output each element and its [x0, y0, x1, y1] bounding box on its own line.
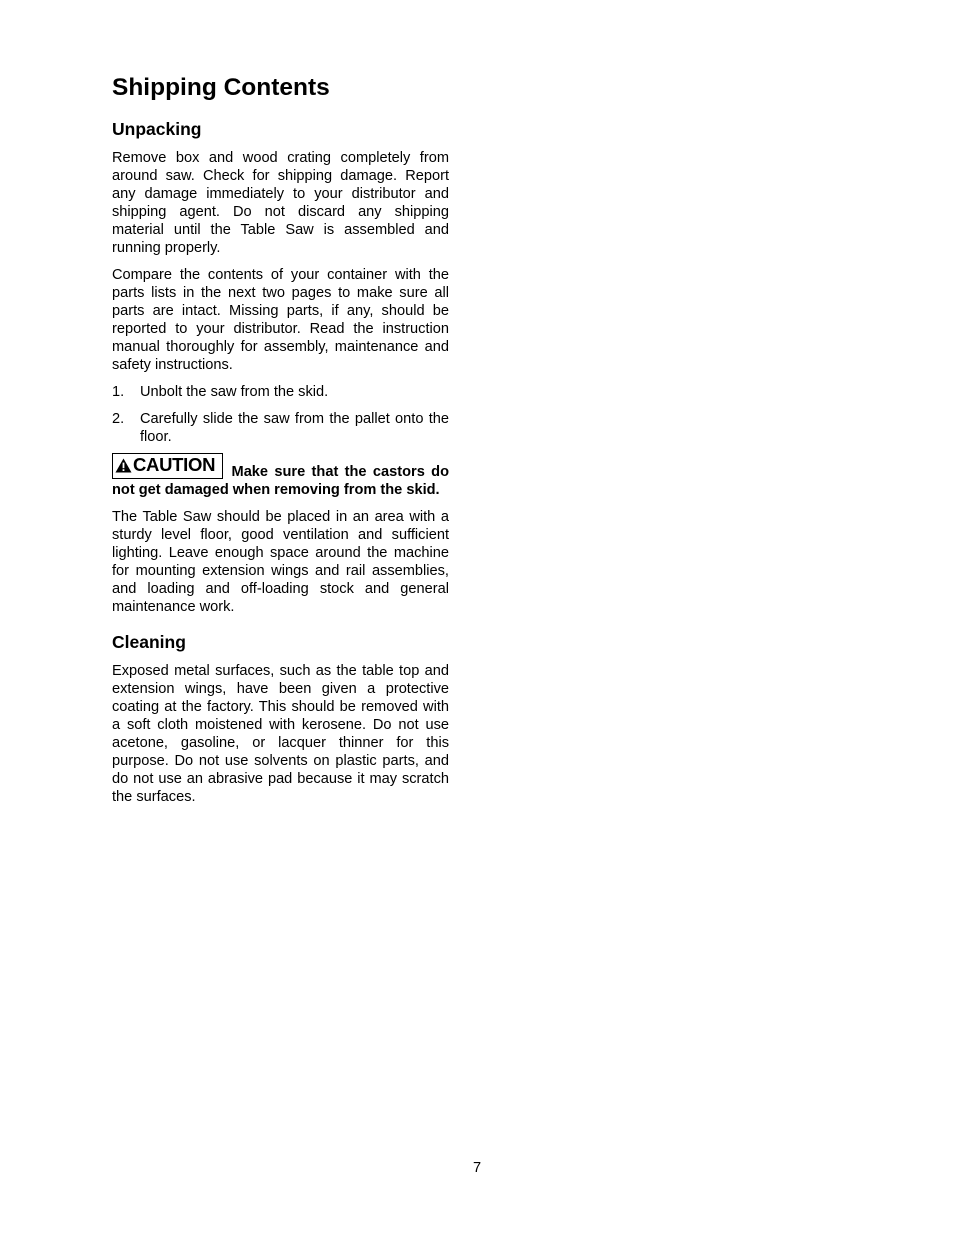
list-item	[112, 410, 449, 446]
list-item	[112, 383, 449, 401]
unpacking-paragraph-2: Compare the contents of your container with the parts lists in the next two pages to make sure all parts are intact. Missing parts, if any, should be reported to your distributor. Read the instruction manual thoroughly for assembly, maintenance and safety instructions.	[112, 267, 449, 374]
step-text: Unbolt the saw from the skid.	[140, 384, 329, 401]
cleaning-heading: Cleaning	[112, 632, 186, 653]
cleaning-paragraph: Exposed metal surfaces, such as the table top and extension wings, have been given a protective coating at the factory. This should be removed with a soft cloth moistened with kerosene. Do not use acetone, gasoline, or lacquer thinner for this purpose. Do not use solvents on plastic parts, and do not use an abrasive pad because it may scratch the surfaces.	[112, 663, 449, 806]
caution-notice	[112, 455, 449, 499]
step-number: 2.	[112, 411, 125, 428]
unpacking-steps	[112, 383, 449, 446]
main-column	[112, 74, 449, 815]
caution-label: CAUTION	[133, 454, 216, 476]
unpacking-paragraph-1: Remove box and wood crating completely from around saw. Check for shipping damage. Report any damage immediately to your distributor and shipping agent. Do not discard any shipping material until the Table Saw is assembled and running properly.	[112, 150, 449, 257]
unpacking-heading: Unpacking	[112, 119, 202, 140]
step-number: 1.	[112, 384, 125, 401]
caution-badge	[112, 453, 223, 479]
unpacking-paragraph-3: The Table Saw should be placed in an area with a sturdy level floor, good ventilation and sufficient lighting. Leave enough space around the machine for mounting extension wings and rail assemblies, and loading and off-loading stock and general maintenance work.	[112, 509, 449, 616]
step-text: Carefully slide the saw from the pallet onto the floor.	[140, 411, 449, 446]
caution-text: Make sure that the castors do not get damaged when removing from the skid.	[112, 464, 449, 499]
page-title: Shipping Contents	[112, 74, 330, 101]
page-number: 7	[472, 1160, 482, 1176]
warning-triangle-icon	[115, 458, 132, 473]
